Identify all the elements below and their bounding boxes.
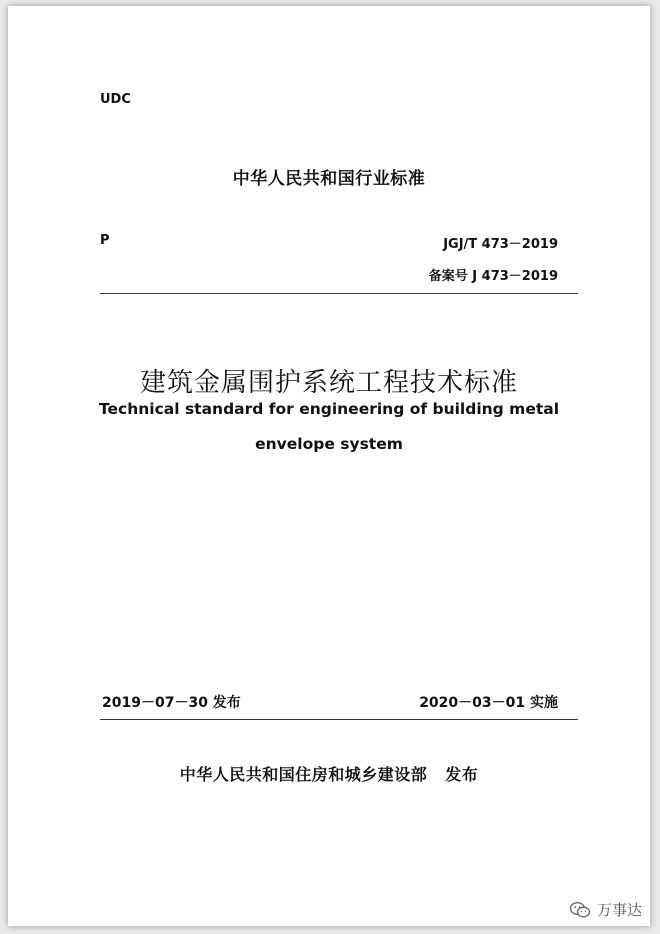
title-chinese: 建筑金属围护系统工程技术标准 [139,368,518,398]
issuer-footer [8,762,650,785]
standard-cover-page [8,6,650,926]
standard-number: JGJ/T 473－2019 [443,237,558,252]
title-english-line2: envelope system [255,435,403,453]
top-divider [100,293,578,294]
watermark-text: 万事达 [596,901,642,919]
watermark [569,899,642,920]
issue-action: 发布 [445,765,479,784]
bottom-divider [100,719,578,720]
issuing-authority: 中华人民共和国住房和城乡建设部 [179,765,428,784]
issuer-heading: 中华人民共和国行业标准 [232,169,426,189]
wechat-icon [569,901,591,919]
implementation-date: 2020－03－01 实施 [419,695,558,711]
udc-label: UDC [100,92,131,107]
title-english-line1: Technical standard for engineering of building metal [98,400,560,418]
issue-date: 2019－07－30 发布 [102,695,241,711]
classification-code: P [100,233,110,248]
record-number: 备案号 J 473－2019 [428,269,558,284]
